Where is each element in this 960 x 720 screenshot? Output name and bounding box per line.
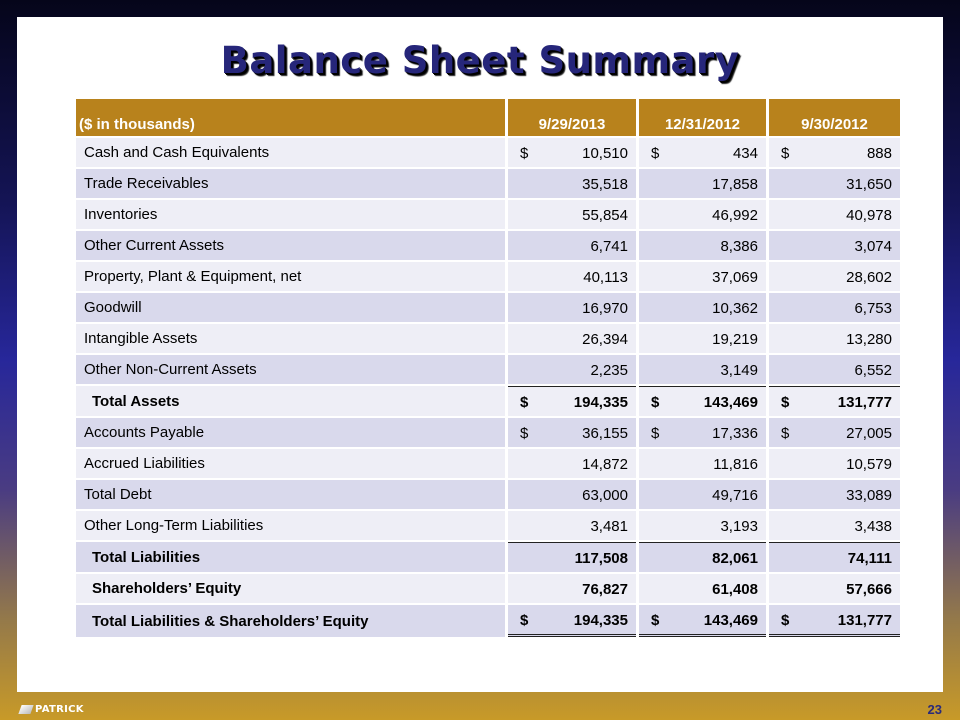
table-row bbox=[76, 293, 900, 322]
cell-value: 36,155 bbox=[582, 425, 628, 442]
value-cell bbox=[508, 231, 636, 260]
patrick-logo bbox=[20, 704, 84, 715]
currency-symbol: $ bbox=[651, 612, 660, 629]
cell-value: 63,000 bbox=[582, 487, 628, 504]
cell-value: 61,408 bbox=[712, 581, 758, 598]
table-row bbox=[76, 480, 900, 509]
currency-symbol: $ bbox=[781, 612, 790, 629]
cell-value: 8,386 bbox=[720, 238, 758, 255]
value-cell bbox=[508, 355, 636, 384]
column-header-sep-2012: 9/30/2012 bbox=[769, 99, 900, 136]
value-cell bbox=[639, 511, 766, 540]
value-cell bbox=[639, 169, 766, 198]
cell-value: 143,469 bbox=[703, 394, 758, 411]
table-row bbox=[76, 605, 900, 637]
currency-symbol: $ bbox=[520, 612, 529, 629]
value-cell bbox=[639, 574, 766, 603]
value-cell bbox=[508, 542, 636, 572]
value-cell bbox=[769, 200, 900, 229]
currency-symbol: $ bbox=[520, 394, 529, 411]
cell-value: 26,394 bbox=[582, 331, 628, 348]
cell-value: 117,508 bbox=[574, 550, 628, 567]
table-row bbox=[76, 324, 900, 353]
table-row bbox=[76, 355, 900, 384]
row-label: Trade Receivables bbox=[76, 169, 505, 198]
value-cell bbox=[769, 542, 900, 572]
table-row bbox=[76, 386, 900, 416]
cell-value: 131,777 bbox=[837, 612, 892, 629]
currency-symbol: $ bbox=[520, 145, 529, 162]
cell-value: 19,219 bbox=[712, 331, 758, 348]
value-cell bbox=[639, 542, 766, 572]
column-header-units: ($ in thousands) bbox=[76, 99, 505, 136]
column-header-2013: 9/29/2013 bbox=[508, 99, 636, 136]
value-cell bbox=[769, 449, 900, 478]
value-cell bbox=[639, 480, 766, 509]
cell-value: 13,280 bbox=[846, 331, 892, 348]
row-label: Total Liabilities bbox=[76, 542, 505, 572]
cell-value: 194,335 bbox=[573, 394, 628, 411]
value-cell bbox=[508, 418, 636, 447]
value-cell bbox=[639, 386, 766, 416]
footer-bar bbox=[0, 692, 960, 720]
value-cell bbox=[508, 200, 636, 229]
value-cell bbox=[508, 262, 636, 291]
row-label: Other Non-Current Assets bbox=[76, 355, 505, 384]
value-cell bbox=[508, 293, 636, 322]
value-cell bbox=[639, 231, 766, 260]
row-label: Accrued Liabilities bbox=[76, 449, 505, 478]
row-label: Intangible Assets bbox=[76, 324, 505, 353]
value-cell bbox=[639, 605, 766, 637]
cell-value: 194,335 bbox=[573, 612, 628, 629]
value-cell bbox=[639, 449, 766, 478]
value-cell bbox=[769, 138, 900, 167]
value-cell bbox=[508, 386, 636, 416]
value-cell bbox=[639, 418, 766, 447]
table-header-row bbox=[76, 99, 900, 136]
value-cell bbox=[639, 138, 766, 167]
value-cell bbox=[769, 605, 900, 637]
logo-text: PATRICK bbox=[35, 704, 84, 715]
cell-value: 11,816 bbox=[713, 456, 758, 473]
cell-value: 46,992 bbox=[712, 207, 758, 224]
currency-symbol: $ bbox=[781, 145, 790, 162]
cell-value: 57,666 bbox=[846, 581, 892, 598]
currency-symbol: $ bbox=[520, 425, 529, 442]
cell-value: 14,872 bbox=[582, 456, 628, 473]
value-cell bbox=[508, 511, 636, 540]
table-row bbox=[76, 231, 900, 260]
value-cell bbox=[769, 480, 900, 509]
cell-value: 3,193 bbox=[720, 518, 758, 535]
value-cell bbox=[508, 480, 636, 509]
value-cell bbox=[769, 511, 900, 540]
cell-value: 3,438 bbox=[854, 518, 892, 535]
value-cell bbox=[639, 200, 766, 229]
cell-value: 3,481 bbox=[590, 518, 628, 535]
row-label: Other Current Assets bbox=[76, 231, 505, 260]
value-cell bbox=[769, 324, 900, 353]
cell-value: 10,510 bbox=[582, 145, 628, 162]
table-row bbox=[76, 449, 900, 478]
value-cell bbox=[769, 231, 900, 260]
row-label: Total Liabilities & Shareholders’ Equity bbox=[76, 605, 505, 637]
cell-value: 888 bbox=[866, 145, 892, 162]
value-cell bbox=[508, 138, 636, 167]
row-label: Inventories bbox=[76, 200, 505, 229]
value-cell bbox=[769, 169, 900, 198]
value-cell bbox=[508, 449, 636, 478]
currency-symbol: $ bbox=[651, 425, 660, 442]
row-label: Total Debt bbox=[76, 480, 505, 509]
table-row bbox=[76, 169, 900, 198]
cell-value: 434 bbox=[732, 145, 758, 162]
value-cell bbox=[769, 574, 900, 603]
currency-symbol: $ bbox=[781, 425, 790, 442]
value-cell bbox=[508, 324, 636, 353]
cell-value: 31,650 bbox=[846, 176, 892, 193]
cell-value: 74,111 bbox=[847, 550, 892, 567]
cell-value: 3,149 bbox=[720, 362, 758, 379]
cell-value: 37,069 bbox=[712, 269, 758, 286]
value-cell bbox=[639, 293, 766, 322]
value-cell bbox=[639, 355, 766, 384]
cell-value: 17,336 bbox=[712, 425, 758, 442]
logo-mark-icon bbox=[18, 705, 33, 714]
value-cell bbox=[769, 386, 900, 416]
cell-value: 2,235 bbox=[590, 362, 628, 379]
cell-value: 6,753 bbox=[854, 300, 892, 317]
cell-value: 17,858 bbox=[712, 176, 758, 193]
currency-symbol: $ bbox=[781, 394, 790, 411]
balance-sheet-table bbox=[73, 97, 903, 639]
row-label: Other Long-Term Liabilities bbox=[76, 511, 505, 540]
column-header-dec-2012: 12/31/2012 bbox=[639, 99, 766, 136]
row-label: Total Assets bbox=[76, 386, 505, 416]
table-row bbox=[76, 200, 900, 229]
row-label: Property, Plant & Equipment, net bbox=[76, 262, 505, 291]
slide bbox=[17, 17, 943, 692]
cell-value: 131,777 bbox=[837, 394, 892, 411]
cell-value: 49,716 bbox=[712, 487, 758, 504]
row-label: Accounts Payable bbox=[76, 418, 505, 447]
cell-value: 3,074 bbox=[854, 238, 892, 255]
table-row bbox=[76, 542, 900, 572]
cell-value: 40,113 bbox=[583, 269, 628, 286]
currency-symbol: $ bbox=[651, 394, 660, 411]
cell-value: 82,061 bbox=[712, 550, 758, 567]
currency-symbol: $ bbox=[651, 145, 660, 162]
value-cell bbox=[508, 605, 636, 637]
page-title: Balance Sheet Summary bbox=[220, 39, 740, 82]
cell-value: 27,005 bbox=[846, 425, 892, 442]
cell-value: 6,552 bbox=[854, 362, 892, 379]
cell-value: 143,469 bbox=[703, 612, 758, 629]
cell-value: 28,602 bbox=[846, 269, 892, 286]
value-cell bbox=[769, 418, 900, 447]
table-row bbox=[76, 262, 900, 291]
row-label: Goodwill bbox=[76, 293, 505, 322]
table-row bbox=[76, 418, 900, 447]
cell-value: 35,518 bbox=[582, 176, 628, 193]
cell-value: 10,579 bbox=[846, 456, 892, 473]
cell-value: 40,978 bbox=[846, 207, 892, 224]
value-cell bbox=[769, 262, 900, 291]
page-number: 23 bbox=[927, 702, 942, 717]
value-cell bbox=[769, 355, 900, 384]
value-cell bbox=[639, 324, 766, 353]
cell-value: 55,854 bbox=[582, 207, 628, 224]
table-row bbox=[76, 138, 900, 167]
value-cell bbox=[769, 293, 900, 322]
value-cell bbox=[508, 169, 636, 198]
row-label: Cash and Cash Equivalents bbox=[76, 138, 505, 167]
cell-value: 16,970 bbox=[582, 300, 628, 317]
value-cell bbox=[639, 262, 766, 291]
cell-value: 33,089 bbox=[846, 487, 892, 504]
value-cell bbox=[508, 574, 636, 603]
cell-value: 76,827 bbox=[582, 581, 628, 598]
table-row bbox=[76, 574, 900, 603]
table-row bbox=[76, 511, 900, 540]
cell-value: 6,741 bbox=[590, 238, 628, 255]
row-label: Shareholders’ Equity bbox=[76, 574, 505, 603]
cell-value: 10,362 bbox=[712, 300, 758, 317]
